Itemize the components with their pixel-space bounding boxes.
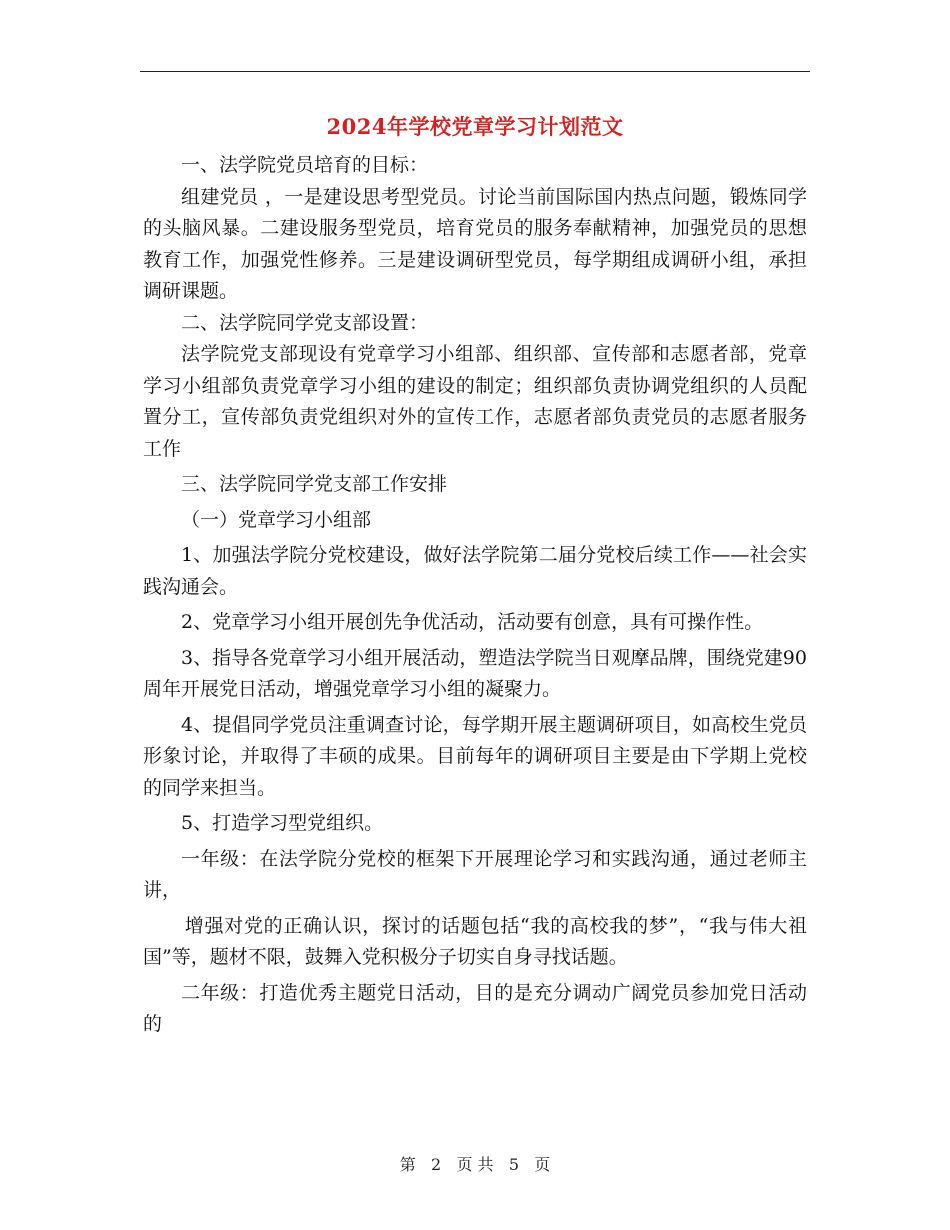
list-item-3: 3、指导各党章学习小组开展活动，塑造法学院当日观摩品牌，围绕党建90周年开展党日活动，增强党章学习小组的凝聚力。 <box>143 646 807 700</box>
paragraph-structure: 法学院党支部现设有党章学习小组部、组织部、宣传部和志愿者部，党章学习小组部负责党章学习小组的建设的制定；组织部负责协调党组织的人员配置分工，宣传部负责党组织对外的宣传工作，志愿者部负责党员的志愿者服务工作 <box>143 343 807 460</box>
list-item-5: 5、打造学习型党组织。 <box>181 812 384 834</box>
heading-section-3: 三、法学院同学党支部工作安排 <box>181 473 448 495</box>
list-item-2: 2、党章学习小组开展创先争优活动，活动要有创意，具有可操作性。 <box>181 611 764 633</box>
list-item-1: 1、加强法学院分党校建设，做好法学院第二届分党校后续工作——社会实践沟通会。 <box>143 544 807 598</box>
paragraph-goals: 组建党员 ，一是建设思考型党员。讨论当前国际国内热点问题，锻炼同学的头脑风暴。二建设服务型党员，培育党员的服务奉献精神，加强党员的思想教育工作，加强党性修养。三是建设调研型党员，每学期组成调研小组，承担调研课题。 <box>143 185 807 302</box>
page-footer <box>140 1155 810 1175</box>
total-page-count: 5 <box>508 1155 520 1174</box>
paragraph-first-year-topics: 增强对党的正确认识，探讨的话题包括“我的高校我的梦”，“我与伟大祖国”等，题材不限，鼓舞入党积极分子切实自身寻找话题。 <box>143 914 807 968</box>
footer-middle: 页 共 <box>456 1155 494 1174</box>
document-title: 2024年学校党章学习计划范文 <box>326 114 624 139</box>
heading-section-2: 二、法学院同学党支部设置： <box>181 311 429 334</box>
list-item-4: 4、提倡同学党员注重调查讨论，每学期开展主题调研项目，如高校生党员形象讨论，并取得了丰硕的成果。目前每年的调研项目主要是由下学期上党校的同学来担当。 <box>143 713 807 799</box>
current-page-number: 2 <box>430 1155 442 1174</box>
heading-section-1: 一、法学院党员培育的目标： <box>181 154 429 176</box>
footer-prefix: 第 <box>399 1155 416 1174</box>
header-rule <box>140 71 810 72</box>
subheading-study-group: （一）党章学习小组部 <box>181 508 372 531</box>
document-body <box>143 150 807 1041</box>
paragraph-second-year: 二年级：打造优秀主题党日活动，目的是充分调动广阔党员参加党日活动的 <box>143 981 807 1035</box>
footer-suffix: 页 <box>534 1155 551 1174</box>
paragraph-first-year: 一年级：在法学院分党校的框架下开展理论学习和实践沟通，通过老师主讲， <box>143 847 807 901</box>
